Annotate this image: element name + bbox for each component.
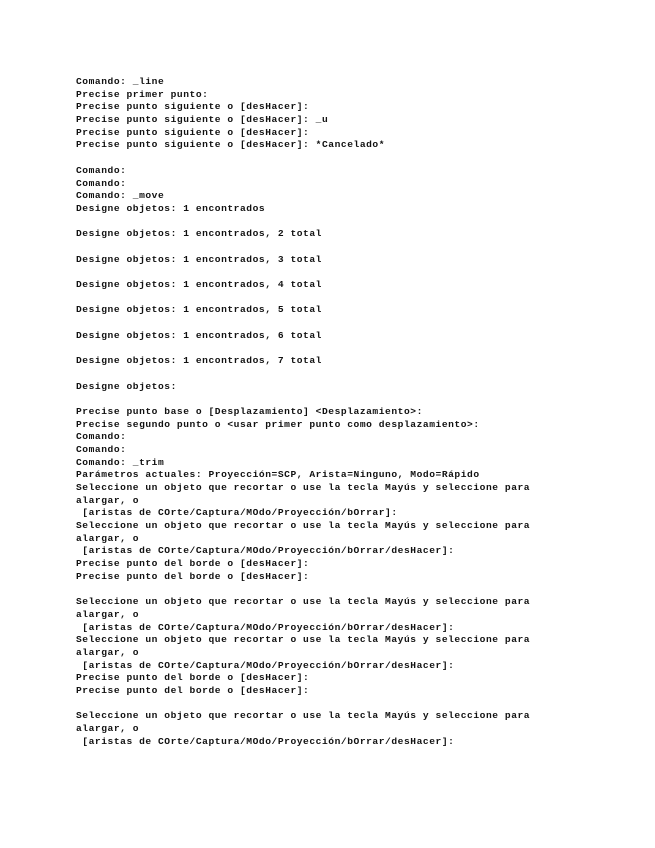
command-history-line: Precise punto siguiente o [desHacer]: *Cancelado*: [76, 139, 386, 151]
command-history-log: [76, 76, 636, 748]
command-history-line: [76, 342, 636, 355]
command-history-line: alargar, o: [76, 723, 140, 735]
command-history-line: [76, 317, 636, 330]
command-history-line: Comando: _move: [76, 190, 165, 202]
command-history-line: [76, 368, 636, 381]
command-history-line: Parámetros actuales: Proyección=SCP, Arista=Ninguno, Modo=Rápido: [76, 469, 480, 481]
command-history-line: Precise punto del borde o [desHacer]:: [76, 558, 310, 570]
command-history-line: Designe objetos: 1 encontrados, 5 total: [76, 304, 322, 316]
command-history-line: Comando:: [76, 177, 127, 189]
command-history-line: Designe objetos: 1 encontrados, 2 total: [76, 228, 322, 240]
command-history-line: Precise primer punto:: [76, 88, 209, 100]
command-history-line: [aristas de COrte/Captura/MOdo/Proyección/bOrrar]:: [76, 507, 398, 519]
command-history-line: Comando: _line: [76, 76, 165, 87]
command-history-line: Seleccione un objeto que recortar o use la tecla Mayús y seleccione para: [76, 634, 531, 646]
command-history-line: [76, 266, 636, 279]
command-history-line: alargar, o: [76, 646, 140, 658]
command-history-line: alargar, o: [76, 532, 140, 544]
command-history-line: Comando:: [76, 431, 127, 443]
command-history-line: Designe objetos: 1 encontrados, 3 total: [76, 253, 322, 265]
command-history-line: Seleccione un objeto que recortar o use la tecla Mayús y seleccione para: [76, 710, 531, 722]
command-history-line: Precise punto siguiente o [desHacer]:: [76, 126, 310, 138]
command-history-line: [76, 292, 636, 305]
command-history-line: Comando:: [76, 443, 127, 455]
command-history-line: [aristas de COrte/Captura/MOdo/Proyección/bOrrar/desHacer]:: [76, 545, 455, 557]
command-history-line: [76, 584, 636, 597]
command-history-line: [aristas de COrte/Captura/MOdo/Proyección/bOrrar/desHacer]:: [76, 659, 455, 671]
command-history-line: [76, 241, 636, 254]
command-history-line: [76, 152, 636, 165]
command-history-line: Precise punto del borde o [desHacer]:: [76, 672, 310, 684]
command-history-line: Designe objetos: 1 encontrados, 6 total: [76, 329, 322, 341]
command-history-line: Designe objetos:: [76, 380, 177, 392]
command-history-line: Comando:: [76, 164, 127, 176]
command-history-line: Seleccione un objeto que recortar o use la tecla Mayús y seleccione para: [76, 520, 531, 532]
command-history-line: Precise segundo punto o <usar primer punto como desplazamiento>:: [76, 418, 480, 430]
command-history-line: Precise punto del borde o [desHacer]:: [76, 685, 310, 696]
command-history-line: [aristas de COrte/Captura/MOdo/Proyección/bOrrar/desHacer]:: [76, 621, 455, 633]
command-history-line: Designe objetos: 1 encontrados, 4 total: [76, 279, 322, 290]
command-history-line: Precise punto base o [Desplazamiento] <Desplazamiento>:: [76, 405, 423, 417]
command-history-line: alargar, o: [76, 494, 140, 506]
command-history-line: Precise punto siguiente o [desHacer]: _u: [76, 114, 329, 126]
command-history-line: [76, 216, 636, 229]
command-history-line: [76, 393, 636, 406]
command-history-line: Seleccione un objeto que recortar o use la tecla Mayús y seleccione para: [76, 596, 531, 608]
command-history-line: Designe objetos: 1 encontrados, 7 total: [76, 355, 322, 367]
command-history-line: alargar, o: [76, 608, 140, 620]
command-history-line: Designe objetos: 1 encontrados: [76, 202, 266, 214]
command-history-line: Comando: _trim: [76, 456, 165, 468]
command-history-line: [76, 698, 636, 711]
command-history-line: Seleccione un objeto que recortar o use la tecla Mayús y seleccione para: [76, 482, 531, 493]
command-history-line: Precise punto siguiente o [desHacer]:: [76, 101, 310, 113]
command-history-line: [aristas de COrte/Captura/MOdo/Proyección/bOrrar/desHacer]:: [76, 735, 455, 747]
command-history-line: Precise punto del borde o [desHacer]:: [76, 570, 310, 582]
